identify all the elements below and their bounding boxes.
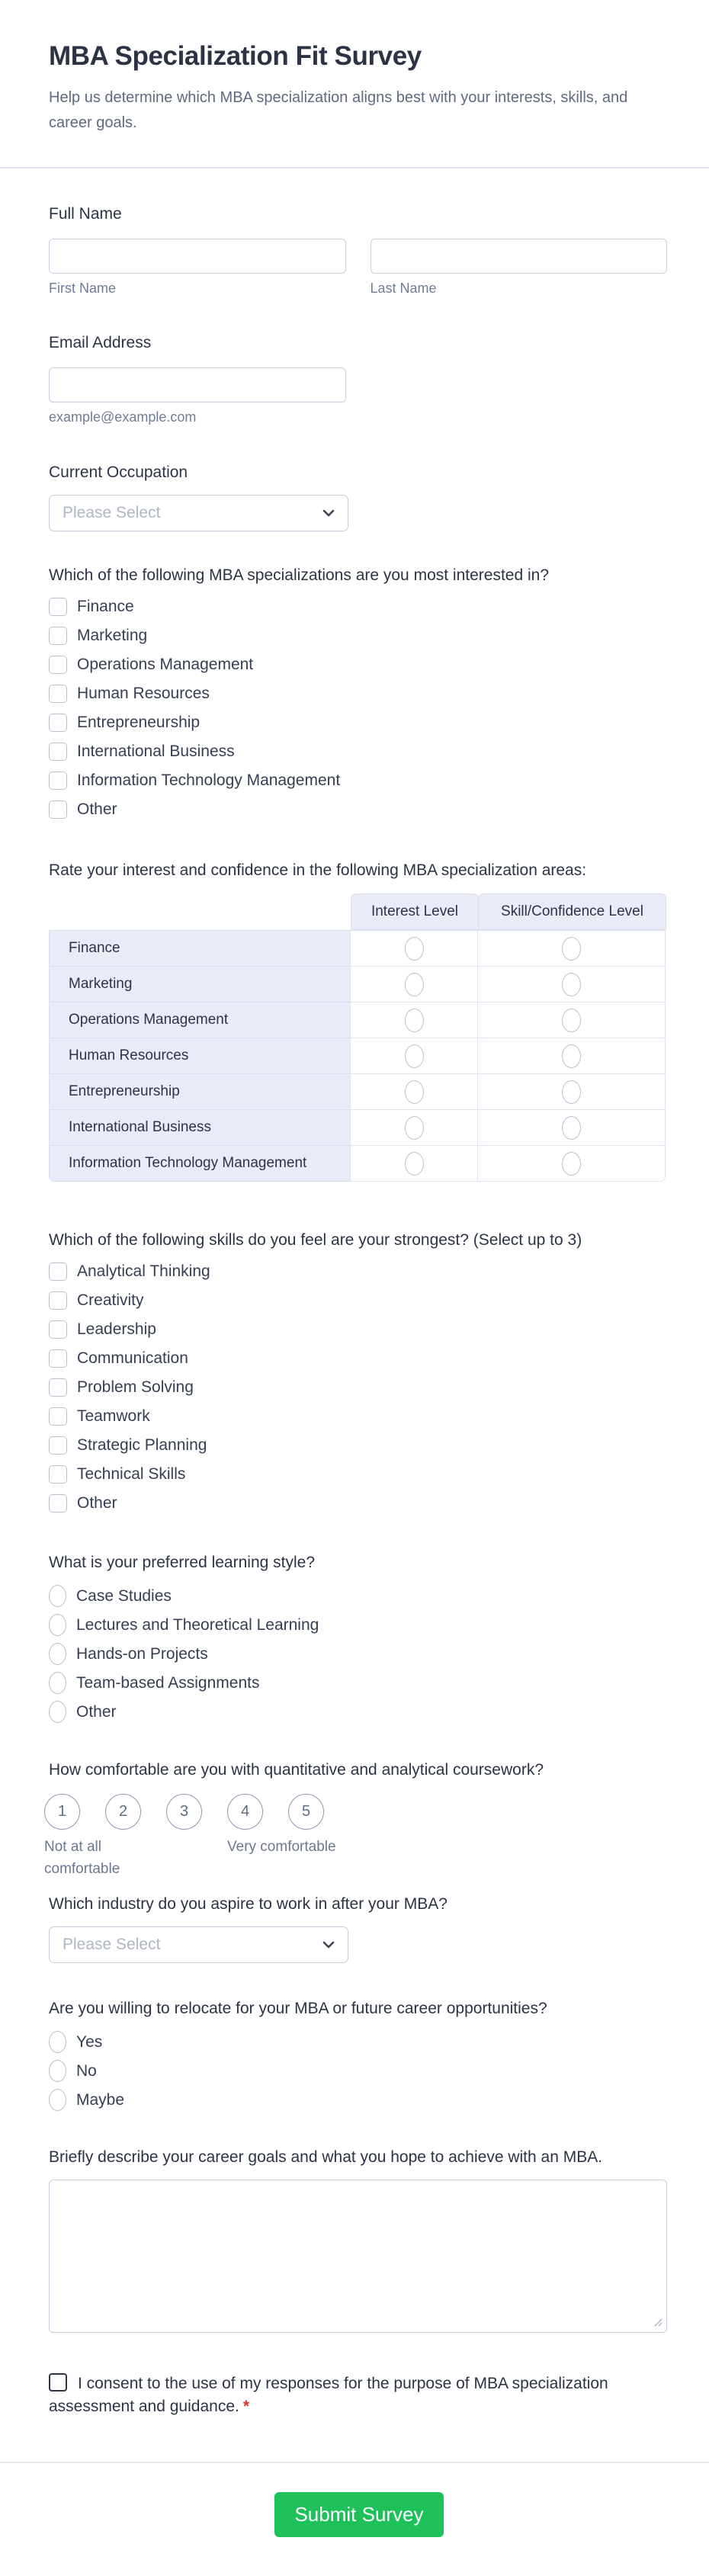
column-header-interest: Interest Level xyxy=(351,893,479,930)
checkbox-option xyxy=(49,656,667,674)
option-label: Hands-on Projects xyxy=(76,1644,208,1663)
scale-max-label: Very comfortable xyxy=(227,1839,336,1855)
table-row xyxy=(49,1002,667,1038)
checkbox-option xyxy=(49,1494,667,1513)
scale-circle[interactable]: 3 xyxy=(166,1794,202,1830)
last-name-sublabel: Last Name xyxy=(370,281,437,296)
radio[interactable] xyxy=(562,1080,581,1104)
checkbox[interactable] xyxy=(49,1494,67,1513)
email-input[interactable] xyxy=(49,367,346,403)
radio[interactable] xyxy=(49,1585,66,1607)
first-name-input[interactable] xyxy=(49,239,346,274)
checkbox[interactable] xyxy=(49,743,67,761)
full-name-label: Full Name xyxy=(49,205,122,223)
interest-cell xyxy=(350,1038,478,1074)
option-label: Leadership xyxy=(77,1320,156,1338)
row-label: Operations Management xyxy=(49,1002,351,1038)
chevron-down-icon xyxy=(322,509,335,517)
option-label: Operations Management xyxy=(77,656,254,673)
radio[interactable] xyxy=(562,937,581,961)
option-label: Technical Skills xyxy=(77,1465,186,1483)
radio[interactable] xyxy=(562,1009,581,1032)
consent-label: I consent to the use of my responses for the purpose of MBA specialization assessment and guidance. xyxy=(49,2375,608,2415)
full-name-inputs xyxy=(49,239,667,297)
option-label: Entrepreneurship xyxy=(77,714,201,731)
row-label: Entrepreneurship xyxy=(49,1073,351,1110)
checkbox-option xyxy=(49,685,667,703)
rating-table xyxy=(49,893,667,1182)
checkbox-option xyxy=(49,1349,667,1368)
learning-style-label: What is your preferred learning style? xyxy=(49,1554,315,1571)
scale-min-label: Not at all comfortable xyxy=(44,1839,120,1877)
email-label: Email Address xyxy=(49,334,152,351)
radio[interactable] xyxy=(562,1152,581,1176)
interest-cell xyxy=(350,966,478,1002)
table-row xyxy=(49,1038,667,1074)
checkbox-option xyxy=(49,1262,667,1281)
question-consent xyxy=(49,2372,667,2418)
industry-label: Which industry do you aspire to work in after your MBA? xyxy=(49,1895,448,1913)
skills-label: Which of the following skills do you feel are your strongest? (Select up to 3) xyxy=(49,1231,582,1249)
career-goals-textarea[interactable] xyxy=(49,2180,667,2333)
table-row xyxy=(49,1145,667,1182)
option-label: Communication xyxy=(77,1349,188,1367)
interest-cell xyxy=(350,1109,478,1146)
rating-table-header xyxy=(49,893,667,930)
radio[interactable] xyxy=(405,1116,424,1140)
question-industry xyxy=(49,1894,667,1963)
page-title: MBA Specialization Fit Survey xyxy=(49,41,422,71)
option-label: Lectures and Theoretical Learning xyxy=(76,1615,319,1634)
checkbox-option xyxy=(49,743,667,761)
checkbox-option xyxy=(49,627,667,645)
option-label: Other xyxy=(77,800,117,818)
skill-cell xyxy=(477,1109,666,1146)
interest-cell xyxy=(350,930,478,967)
radio[interactable] xyxy=(405,1152,424,1176)
question-full-name xyxy=(49,204,667,297)
specializations-label: Which of the following MBA specializations are you most interested in? xyxy=(49,566,549,584)
checkbox[interactable] xyxy=(49,1407,67,1426)
option-label: Yes xyxy=(76,2032,103,2051)
relocate-label: Are you willing to relocate for your MBA or future career opportunities? xyxy=(49,2000,547,2017)
checkbox-option xyxy=(49,1291,667,1310)
specializations-options xyxy=(49,598,667,819)
radio-option xyxy=(49,1585,667,1607)
checkbox-option xyxy=(49,772,667,790)
scale-circle[interactable]: 1 xyxy=(44,1794,80,1830)
question-learning-style xyxy=(49,1553,667,1723)
radio[interactable] xyxy=(49,2089,66,2111)
header-divider xyxy=(0,167,709,168)
option-label: Team-based Assignments xyxy=(76,1673,260,1692)
radio[interactable] xyxy=(49,1672,66,1694)
skill-cell xyxy=(477,1002,666,1038)
form-header xyxy=(49,41,667,136)
option-label: Strategic Planning xyxy=(77,1436,207,1454)
option-label: Problem Solving xyxy=(77,1378,194,1396)
checkbox[interactable] xyxy=(49,1262,67,1281)
learning-style-options xyxy=(49,1585,667,1723)
skills-options xyxy=(49,1262,667,1513)
skill-cell xyxy=(477,1038,666,1074)
last-name-group xyxy=(371,239,668,297)
first-name-group xyxy=(49,239,346,297)
industry-placeholder: Please Select xyxy=(63,1936,161,1953)
checkbox[interactable] xyxy=(49,1320,67,1339)
rating-table-label: Rate your interest and confidence in the following MBA specialization areas: xyxy=(49,861,587,879)
career-goals-textarea-wrap xyxy=(49,2180,667,2333)
checkbox[interactable] xyxy=(49,1436,67,1455)
option-label: Human Resources xyxy=(77,685,210,702)
form-description: Help us determine which MBA specialization aligns best with your interests, skills, and career goals. xyxy=(49,89,628,131)
relocate-options xyxy=(49,2031,667,2111)
row-label: Finance xyxy=(49,930,351,967)
question-rating-table xyxy=(49,861,667,1182)
checkbox[interactable] xyxy=(49,598,67,616)
radio[interactable] xyxy=(49,1701,66,1723)
submit-button[interactable]: Submit Survey xyxy=(274,2492,444,2537)
table-row xyxy=(49,930,667,967)
footer-divider xyxy=(0,2462,709,2463)
option-label: Teamwork xyxy=(77,1407,150,1425)
scale-circle[interactable]: 2 xyxy=(105,1794,141,1830)
checkbox[interactable] xyxy=(49,1291,67,1310)
skill-cell xyxy=(477,966,666,1002)
email-group xyxy=(49,367,346,425)
radio[interactable] xyxy=(49,1643,66,1665)
option-label: Case Studies xyxy=(76,1586,172,1605)
skill-cell xyxy=(477,930,666,967)
radio[interactable] xyxy=(562,973,581,996)
checkbox[interactable] xyxy=(49,772,67,790)
checkbox[interactable] xyxy=(49,1378,67,1397)
option-label: Other xyxy=(77,1494,117,1512)
scale-circle[interactable]: 5 xyxy=(288,1794,324,1830)
occupation-label: Current Occupation xyxy=(49,464,188,481)
occupation-placeholder: Please Select xyxy=(63,504,161,521)
question-specializations xyxy=(49,566,667,819)
interest-cell xyxy=(350,1073,478,1110)
skill-cell xyxy=(477,1073,666,1110)
radio-option xyxy=(49,1672,667,1694)
header-spacer xyxy=(49,893,351,930)
skill-cell xyxy=(477,1145,666,1182)
table-row xyxy=(49,966,667,1002)
column-header-skill: Skill/Confidence Level xyxy=(478,893,666,930)
question-quant-comfort xyxy=(44,1760,667,1881)
option-label: Finance xyxy=(77,598,134,615)
rating-table-body xyxy=(49,930,667,1182)
option-label: Information Technology Management xyxy=(77,772,341,789)
email-sublabel: example@example.com xyxy=(49,409,197,425)
option-label: Marketing xyxy=(77,627,148,644)
occupation-select[interactable] xyxy=(49,495,348,531)
required-asterisk: * xyxy=(242,2398,250,2415)
last-name-input[interactable] xyxy=(371,239,668,274)
radio[interactable] xyxy=(405,1080,424,1104)
option-label: No xyxy=(76,2061,97,2080)
checkbox[interactable] xyxy=(49,1349,67,1368)
radio[interactable] xyxy=(405,973,424,996)
checkbox-option xyxy=(49,598,667,616)
option-label: International Business xyxy=(77,743,235,760)
quant-comfort-label: How comfortable are you with quantitative and analytical coursework? xyxy=(49,1761,544,1779)
scale-circle[interactable]: 4 xyxy=(227,1794,263,1830)
interest-cell xyxy=(350,1145,478,1182)
interest-cell xyxy=(350,1002,478,1038)
scale-labels xyxy=(44,1836,667,1881)
radio[interactable] xyxy=(405,1044,424,1068)
industry-select[interactable] xyxy=(49,1926,348,1963)
row-label: International Business xyxy=(49,1109,351,1146)
radio-option xyxy=(49,2060,667,2082)
checkbox[interactable] xyxy=(49,714,67,732)
checkbox-option xyxy=(49,800,667,819)
option-label: Analytical Thinking xyxy=(77,1262,210,1280)
checkbox-option xyxy=(49,1436,667,1455)
option-label: Maybe xyxy=(76,2090,125,2109)
radio[interactable] xyxy=(562,1116,581,1140)
consent-checkbox[interactable] xyxy=(49,2373,67,2392)
checkbox-option xyxy=(49,1378,667,1397)
radio[interactable] xyxy=(49,1614,66,1636)
question-career-goals xyxy=(49,2148,667,2333)
table-row xyxy=(49,1073,667,1110)
row-label: Marketing xyxy=(49,966,351,1002)
row-label: Human Resources xyxy=(49,1038,351,1074)
checkbox[interactable] xyxy=(49,800,67,819)
radio-option xyxy=(49,2089,667,2111)
option-label: Other xyxy=(76,1702,117,1721)
question-skills xyxy=(49,1230,667,1513)
resize-handle-icon[interactable] xyxy=(653,2317,662,2327)
row-label: Information Technology Management xyxy=(49,1145,351,1182)
scale-options xyxy=(44,1794,667,1830)
email-input-row xyxy=(49,367,667,425)
table-row xyxy=(49,1109,667,1146)
consent-row xyxy=(49,2375,608,2415)
question-occupation xyxy=(49,463,667,531)
option-label: Creativity xyxy=(77,1291,144,1309)
career-goals-label: Briefly describe your career goals and what you hope to achieve with an MBA. xyxy=(49,2148,603,2166)
checkbox[interactable] xyxy=(49,627,67,645)
question-email xyxy=(49,333,667,425)
radio-option xyxy=(49,1643,667,1665)
question-relocate xyxy=(49,1999,667,2111)
first-name-sublabel: First Name xyxy=(49,281,117,296)
checkbox[interactable] xyxy=(49,685,67,703)
checkbox[interactable] xyxy=(49,1465,67,1484)
checkbox-option xyxy=(49,1320,667,1339)
chevron-down-icon xyxy=(322,1941,335,1949)
checkbox-option xyxy=(49,1465,667,1484)
radio[interactable] xyxy=(562,1044,581,1068)
radio[interactable] xyxy=(405,937,424,961)
radio[interactable] xyxy=(405,1009,424,1032)
radio[interactable] xyxy=(49,2060,66,2082)
radio-option xyxy=(49,1701,667,1723)
checkbox-option xyxy=(49,714,667,732)
radio-option xyxy=(49,2031,667,2053)
radio[interactable] xyxy=(49,2031,66,2053)
radio-option xyxy=(49,1614,667,1636)
checkbox-option xyxy=(49,1407,667,1426)
checkbox[interactable] xyxy=(49,656,67,674)
